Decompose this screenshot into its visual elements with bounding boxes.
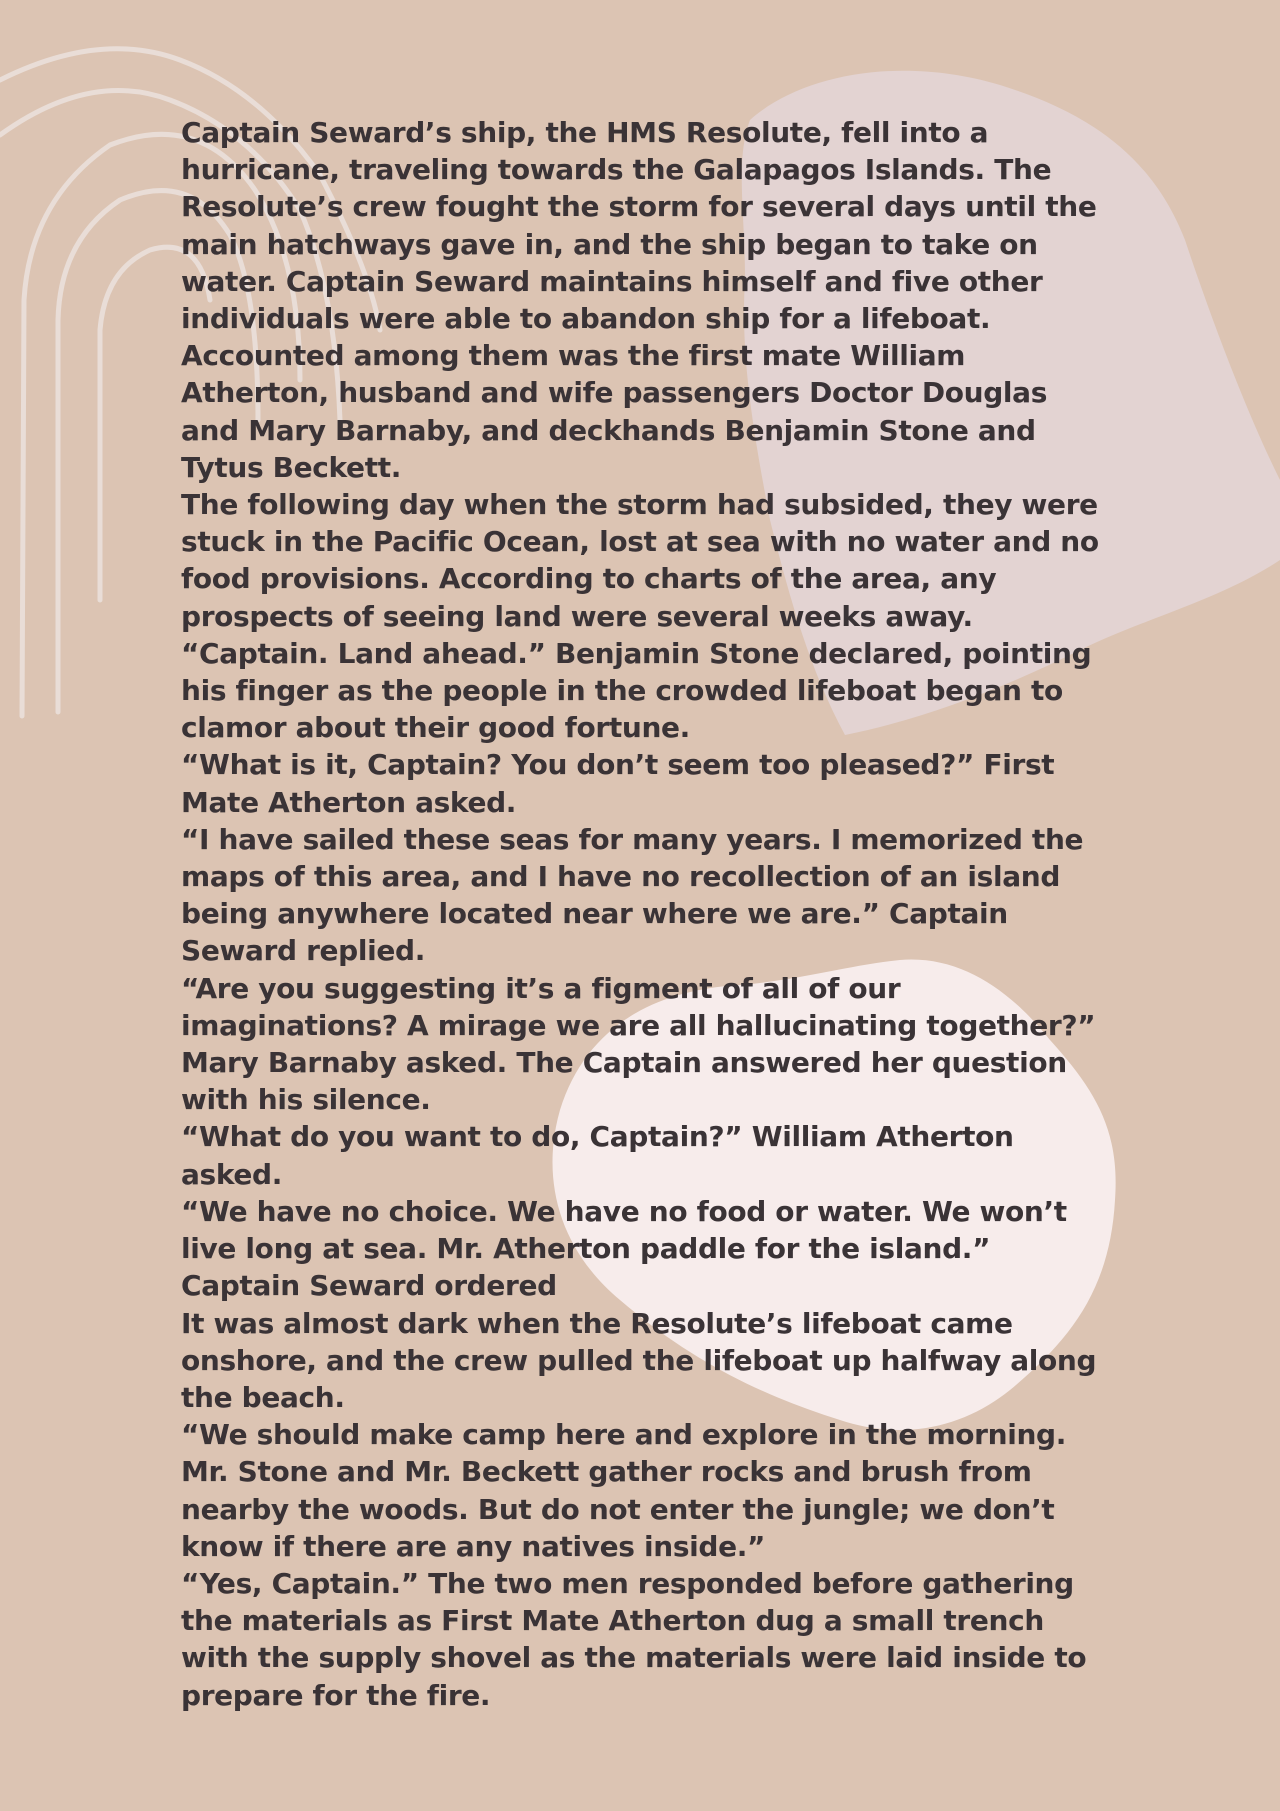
story-line: individuals were able to abandon ship for a lifeboat.	[181, 302, 991, 336]
story-line: Mate Atherton asked.	[181, 785, 517, 819]
story-line: Atherton, husband and wife passengers Doctor Douglas	[181, 376, 1048, 410]
story-line: “Are you suggesting it’s a figment of all of our	[181, 971, 901, 1005]
story-line: the materials as First Mate Atherton dug a small trench	[181, 1604, 1044, 1638]
story-line: know if there are any natives inside.”	[181, 1529, 766, 1563]
story-line: being anywhere located near where we are.” Captain	[181, 897, 1008, 931]
story-line: Captain Seward’s ship, the HMS Resolute, fell into a	[181, 116, 989, 149]
story-line: water. Captain Seward maintains himself and five other	[181, 264, 1043, 298]
story-line: nearby the woods. But do not enter the jungle; we don’t	[181, 1492, 1055, 1526]
story-line: his finger as the people in the crowded lifeboat began to	[181, 674, 1063, 708]
story-line: stuck in the Pacific Ocean, lost at sea with no water and no	[181, 525, 1099, 559]
story-line: asked.	[181, 1157, 282, 1191]
story-line: clamor about their good fortune.	[181, 711, 690, 745]
story-line: hurricane, traveling towards the Galapagos Islands. The	[181, 153, 1052, 187]
story-line: “Yes, Captain.” The two men responded before gathering	[181, 1566, 1074, 1600]
story-line: “What is it, Captain? You don’t seem too pleased?” First	[181, 748, 1055, 782]
story-line: It was almost dark when the Resolute’s lifeboat came	[181, 1306, 1013, 1340]
story-line: “We should make camp here and explore in the morning.	[181, 1418, 1067, 1452]
story-line: with his silence.	[181, 1083, 431, 1117]
story-line: “Captain. Land ahead.” Benjamin Stone declared, pointing	[181, 636, 1092, 670]
story-line: maps of this area, and I have no recollection of an island	[181, 860, 1061, 894]
story-line: food provisions. According to charts of the area, any	[181, 562, 997, 596]
story-line: the beach.	[181, 1380, 345, 1414]
story-line: “What do you want to do, Captain?” William Atherton	[181, 1120, 1014, 1154]
story-line: imaginations? A mirage we are all hallucinating together?”	[181, 1008, 1096, 1042]
story-line: Seward replied.	[181, 934, 425, 968]
story-line: onshore, and the crew pulled the lifeboat up halfway along	[181, 1343, 1097, 1377]
story-text	[181, 114, 1121, 1714]
story-line: The following day when the storm had subsided, they were	[181, 488, 1098, 522]
story-line: Tytus Beckett.	[181, 450, 402, 484]
story-line: and Mary Barnaby, and deckhands Benjamin Stone and	[181, 413, 1036, 447]
story-line: Mary Barnaby asked. The Captain answered her question	[181, 1046, 1067, 1080]
story-line: Mr. Stone and Mr. Beckett gather rocks and brush from	[181, 1455, 1032, 1489]
story-line: Resolute’s crew fought the storm for several days until the	[181, 190, 1097, 224]
story-line: Accounted among them was the first mate William	[181, 339, 966, 373]
story-line: prospects of seeing land were several weeks away.	[181, 599, 973, 633]
story-line: prepare for the fire.	[181, 1678, 491, 1712]
story-line: “I have sailed these seas for many years. I memorized the	[181, 822, 1084, 856]
story-line: main hatchways gave in, and the ship began to take on	[181, 227, 1038, 261]
story-line: with the supply shovel as the materials were laid inside to	[181, 1641, 1087, 1675]
story-line: “We have no choice. We have no food or water. We won’t	[181, 1194, 1067, 1228]
story-line: Captain Seward ordered	[181, 1269, 557, 1303]
story-line: live long at sea. Mr. Atherton paddle for the island.”	[181, 1232, 991, 1266]
